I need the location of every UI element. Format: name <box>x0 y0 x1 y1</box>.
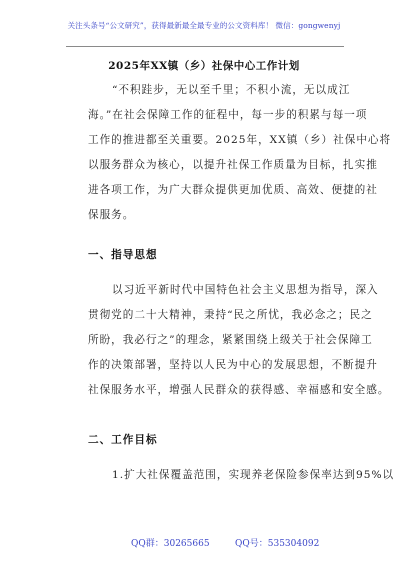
header-promo-note: 关注头条号“公文研究”，获得最新最全最专业的公文资料库！ 微信：gongwenyj <box>67 21 341 30</box>
section1-line-1: 以习近平新时代中国特色社会主义思想为指导，深入 <box>112 284 379 296</box>
section1-line-4: 作的决策部署，坚持以人民为中心的发展思想，不断提升 <box>88 359 378 371</box>
section1-line-2: 贯彻党的二十大精神，秉持“民之所忧，我必念之；民之 <box>88 309 373 321</box>
intro-line-1: “不积跬步，无以至千里；不积小流，无以成江 <box>112 84 351 96</box>
document-title: 2025年XX镇（乡）社保中心工作计划 <box>108 60 300 72</box>
intro-line-3: 工作的推进都至关重要。2025年，XX镇（乡）社保中心将 <box>88 134 392 146</box>
section-heading-guiding-ideology: 一、指导思想 <box>88 249 158 261</box>
intro-line-4: 以服务群众为核心，以提升社保工作质量为目标，扎实推 <box>88 159 378 171</box>
footer-qq-group: QQ群：30265665 <box>131 539 210 549</box>
intro-line-2: 海。”在社会保障工作的征程中，每一步的积累与每一项 <box>88 109 368 121</box>
section-heading-work-goals: 二、工作目标 <box>88 434 158 446</box>
section2-line-1: 1.扩大社保覆盖范围，实现养老保险参保率达到95%以 <box>112 469 395 481</box>
section1-line-5: 社保服务水平，增强人民群众的获得感、幸福感和安全感。 <box>88 384 390 396</box>
footer-qq-number: QQ号：535304092 <box>235 539 320 549</box>
intro-line-5: 进各项工作，为广大群众提供更加优质、高效、便捷的社 <box>88 184 378 196</box>
section1-line-3: 所盼，我必行之”的理念，紧紧围绕上级关于社会保障工 <box>88 334 373 346</box>
intro-line-6: 保服务。 <box>88 209 135 221</box>
header-divider <box>66 46 344 47</box>
